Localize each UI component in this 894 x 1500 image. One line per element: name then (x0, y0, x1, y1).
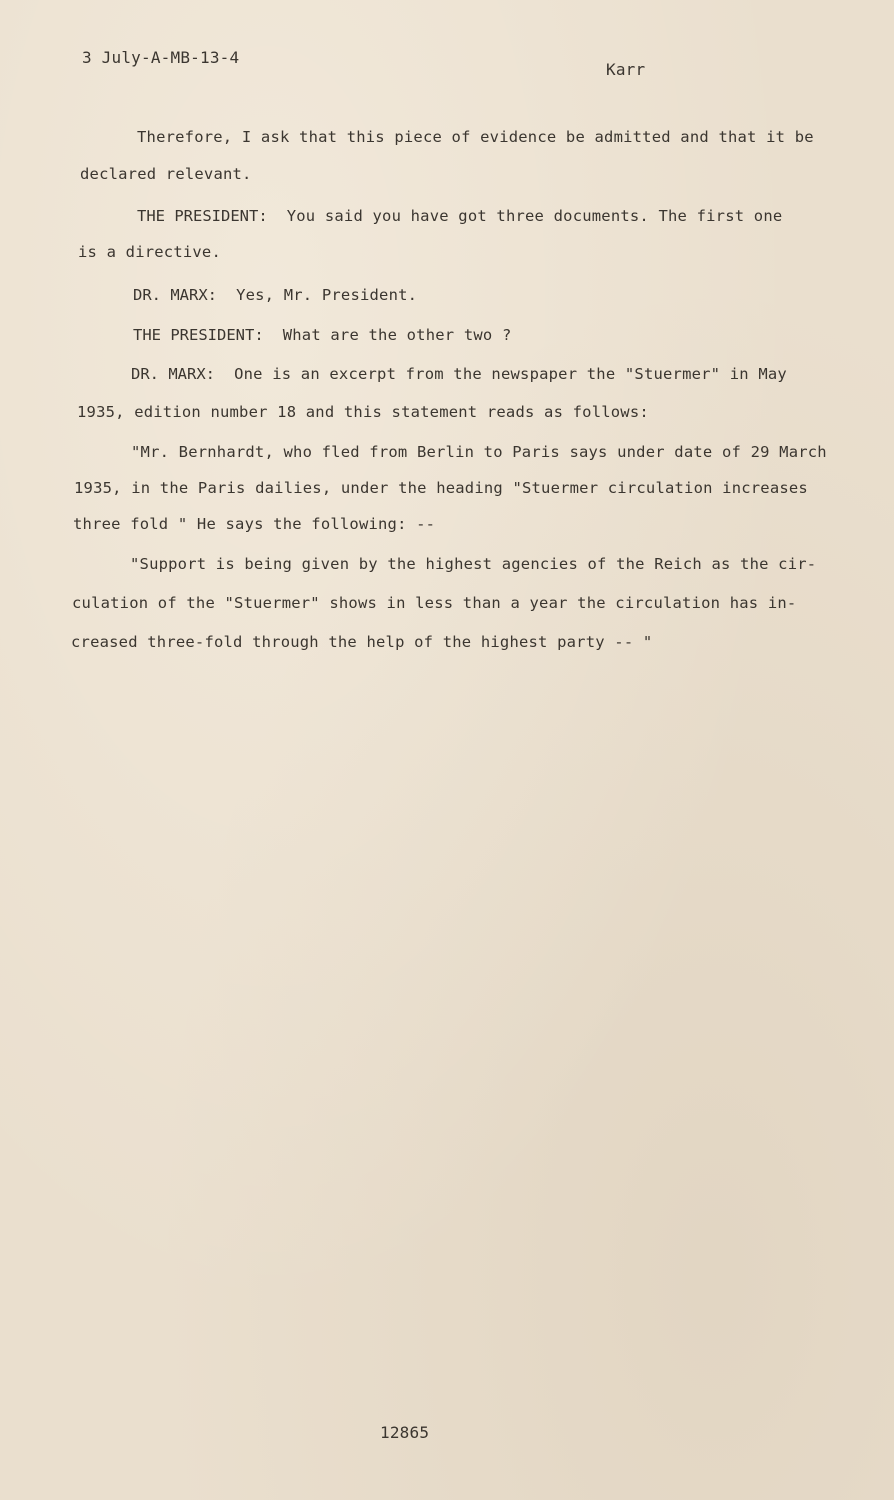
paragraph-2-line-1 (137, 207, 782, 225)
paragraph-4-line-1 (133, 326, 512, 344)
paragraph-6-line-1: "Mr. Bernhardt, who fled from Berlin to Paris says under date of 29 March (131, 443, 827, 461)
document-reference: 3 July-A-MB-13-4 (82, 48, 240, 67)
paragraph-6-line-3: three fold " He says the following: -- (73, 515, 436, 533)
paragraph-7-line-1: "Support is being given by the highest agencies of the Reich as the cir- (130, 555, 817, 573)
paragraph-7-line-3: creased three-fold through the help of the highest party -- " (71, 633, 653, 651)
paragraph-7-line-2: culation of the "Stuermer" shows in less than a year the circulation has in- (72, 594, 797, 612)
speaker-label: DR. MARX: (131, 365, 215, 383)
paragraph-5-line-1 (131, 365, 787, 383)
page-number: 12865 (380, 1423, 430, 1442)
speaker-label: DR. MARX: (133, 286, 217, 304)
paragraph-6-line-2: 1935, in the Paris dailies, under the heading "Stuermer circulation increases (74, 479, 808, 497)
speaker-label: THE PRESIDENT: (133, 326, 264, 344)
paragraph-text: What are the other two ? (282, 326, 512, 344)
paragraph-1-line-1: Therefore, I ask that this piece of evidence be admitted and that it be (137, 128, 814, 146)
paragraph-5-line-2: 1935, edition number 18 and this statement reads as follows: (77, 403, 649, 421)
reporter-name: Karr (606, 60, 646, 79)
paragraph-2-line-2: is a directive. (78, 243, 221, 261)
paragraph-text: One is an excerpt from the newspaper the "Stuermer" in May (234, 365, 787, 383)
paragraph-3-line-1 (133, 286, 417, 304)
paragraph-1-line-2: declared relevant. (80, 165, 252, 183)
paragraph-text: You said you have got three documents. The first one (286, 207, 783, 225)
paragraph-text: Yes, Mr. President. (236, 286, 418, 304)
speaker-label: THE PRESIDENT: (137, 207, 268, 225)
